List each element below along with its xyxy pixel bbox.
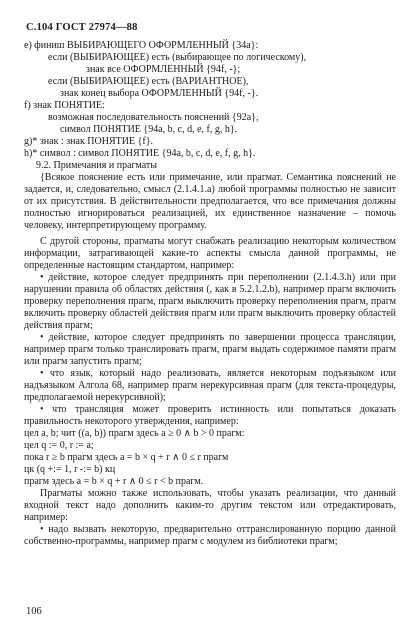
rule-g-line: g)* знак : знак ПОНЯТИЕ {f}. — [24, 136, 154, 147]
code-line-4: цк (q +:= 1, r -:= b) кц — [24, 464, 116, 475]
paragraph-2: С другой стороны, прагматы могут снабжать реализацию некоторым количеством информации, затрагивающей какие-то аспекты смысла данной программы, не определенные настоящим стандартом, например: — [24, 236, 396, 271]
bullet-overflow: • действие, которое следует предпринять при переполнении (2.1.4.3.h) или при нарушении правила об областях действия (, как в 5.2.1.2.b), например прагм включить проверку переполнения прагм, прагм выключить проверку переполнения прагм, прагм включить проверку областей действия прагм или прагм выключить проверку областей действия прагм; — [24, 272, 396, 331]
rule-e-line-1: е) финиш ВЫБИРАЮЩЕГО ОФОРМЛЕННЫЙ {34а}: — [24, 40, 259, 51]
bullet-assertion: • что трансляция может проверить истинность или попытаться доказать правильность некоторого утверждения, например: — [24, 404, 396, 427]
rule-e-line-4: если (ВЫБИРАЮЩЕЕ) есть (ВАРИАНТНОЕ), — [48, 76, 249, 87]
rule-f-line-3: символ ПОНЯТИЕ {94а, b, c, d, e, f, g, h}. — [60, 124, 238, 135]
body-text — [24, 40, 396, 548]
bullet-sublanguage: • что язык, который надо реализовать, является некоторым подъязыком или надъязыком Алгола 68, например прагм нерекурсивная прагм (для текста-процедуры, предполагаемой нерекурсивной); — [24, 368, 396, 403]
code-line-2: цел q := 0, r := а; — [24, 440, 94, 451]
rule-e-line-5: знак конец выбора ОФОРМЛЕННЫЙ {94f, -}. — [60, 88, 259, 99]
paragraph-1: {Всякое пояснение есть или примечание, или прагмат. Семантика пояснений не задается, и, следовательно, смысл (2.1.4.1.а) любой программы полностью не зависит от их присутствия. В действительности предполагается, что все примечания должны полностью игнорироваться реализацией, их единственное назначение – помочь человеку, интерпретирующему программу. — [24, 172, 396, 231]
bullet-library: • надо вызвать некоторую, предварительно оттранслированную порцию данной собственно-программы, например прагм с модулем из библиотеки прагм; — [24, 524, 396, 547]
section-heading: 9.2. Примечания и прагматы — [36, 160, 158, 171]
rule-e-line-3: знак все ОФОРМЛЕННЫЙ {94f, -}; — [86, 64, 241, 75]
paragraph-7: Прагматы можно также использовать, чтобы указать реализации, что данный входной текст надо дополнить каким-то другим текстом или отредактировать, например: — [24, 488, 396, 523]
page-header: С.104 ГОСТ 27974—88 — [26, 22, 138, 33]
rule-f-line-2: возможная последовательность пояснений {92а}, — [48, 112, 259, 123]
rule-h-line: h)* символ : символ ПОНЯТИЕ {94а, b, c, d, e, f, g, h}. — [24, 148, 256, 159]
code-line-3: пока r ≥ b прагм здесь а = b × q + r ∧ 0 ≤ r прагм — [24, 452, 229, 463]
code-line-1: цел а, b; чит ((а, b)) прагм здесь а ≥ 0 ∧ b > 0 прагм: — [24, 428, 245, 439]
rule-f-line-1: f) знак ПОНЯТИЕ: — [24, 100, 105, 111]
page-number: 106 — [26, 606, 42, 617]
rule-e-line-2: если (ВЫБИРАЮЩЕЕ) есть (выбирающее по логическому), — [48, 52, 307, 63]
code-line-5: прагм здесь а = b × q + r ∧ 0 ≤ r < b прагм. — [24, 476, 204, 487]
bullet-termination: • действие, которое следует предпринять по завершении процесса трансляции, например прагм только транслировать прагм, прагм выдать содержимое памяти прагм или прагм запустить прагм; — [24, 332, 396, 367]
